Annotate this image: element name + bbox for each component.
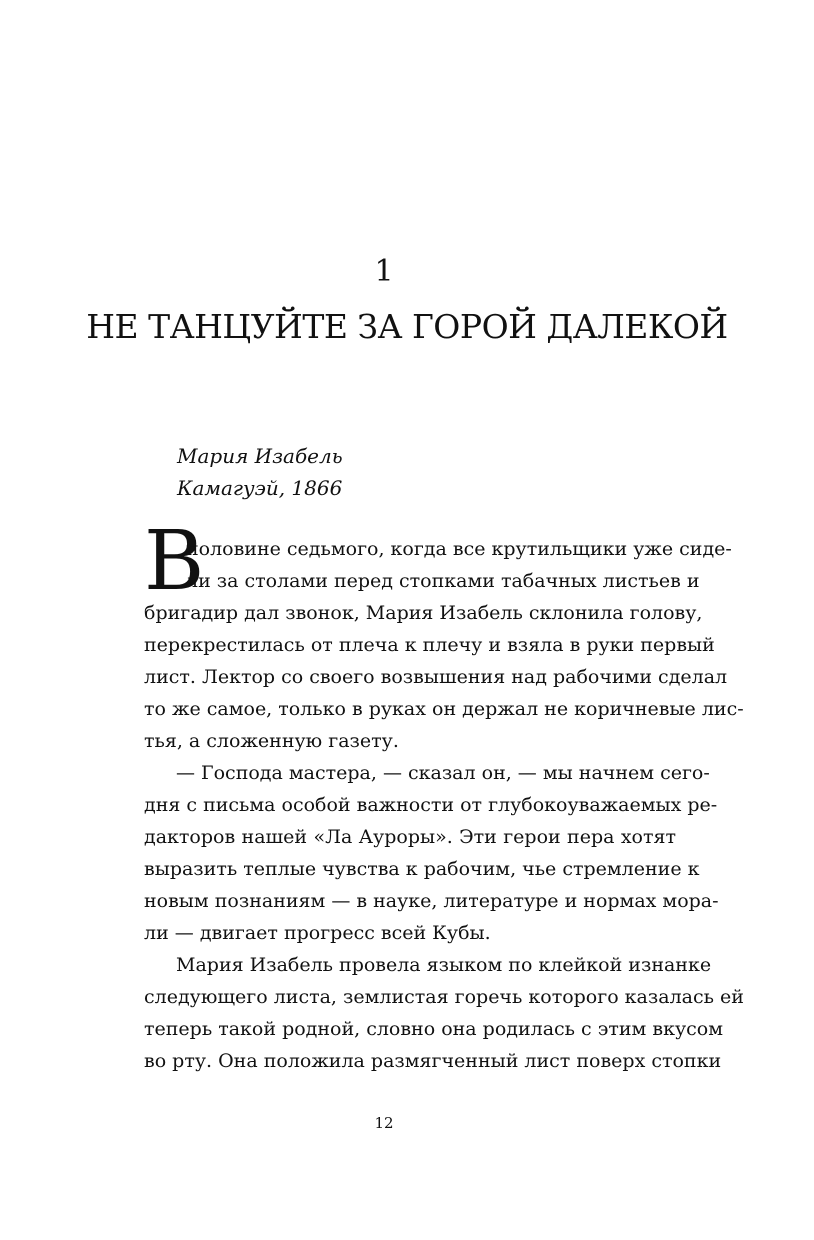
epigraph-name: Мария Изабель: [177, 444, 343, 468]
chapter-title: НЕ ТАНЦУЙТЕ ЗА ГОРОЙ ДАЛЕКОЙ: [86, 307, 728, 346]
text-line: ли за столами перед стопками табачных листьев и: [186, 570, 700, 592]
text-line: дакторов нашей «Ла Ауроры». Эти герои пера хотят: [144, 826, 676, 848]
text-line: Мария Изабель провела языком по клейкой изнанке: [176, 954, 712, 976]
drop-cap: В: [144, 514, 205, 609]
page-number: 12: [374, 1114, 394, 1132]
text-line: ли — двигает прогресс всей Кубы.: [144, 922, 491, 944]
text-line: лист. Лектор со своего возвышения над рабочими сделал: [144, 666, 728, 688]
text-line: выразить теплые чувства к рабочим, чье стремление к: [144, 858, 700, 880]
text-line: перекрестилась от плеча к плечу и взяла в руки первый: [144, 634, 715, 656]
text-line: теперь такой родной, словно она родилась с этим вкусом: [144, 1018, 723, 1040]
epigraph-place-year: Камагуэй, 1866: [177, 476, 343, 500]
text-line: то же самое, только в руках он держал не коричневые лис-: [144, 698, 744, 720]
text-line: следующего листа, землистая горечь которого казалась ей: [144, 986, 744, 1008]
text-line: во рту. Она положила размягченный лист поверх стопки: [144, 1050, 722, 1072]
text-line: новым познаниям — в науке, литературе и нормах мора-: [144, 890, 719, 912]
text-line: бригадир дал звонок, Мария Изабель склонила голову,: [144, 602, 703, 624]
chapter-number: 1: [374, 254, 394, 289]
text-line: — Господа мастера, — сказал он, — мы начнем сего-: [176, 762, 710, 784]
epigraph: [177, 440, 343, 504]
text-line: тья, а сложенную газету.: [144, 730, 399, 752]
text-line: дня с письма особой важности от глубокоуважаемых ре-: [144, 794, 718, 816]
body-text: [144, 533, 744, 1077]
text-line: половине седьмого, когда все крутильщики уже сиде-: [186, 538, 732, 560]
